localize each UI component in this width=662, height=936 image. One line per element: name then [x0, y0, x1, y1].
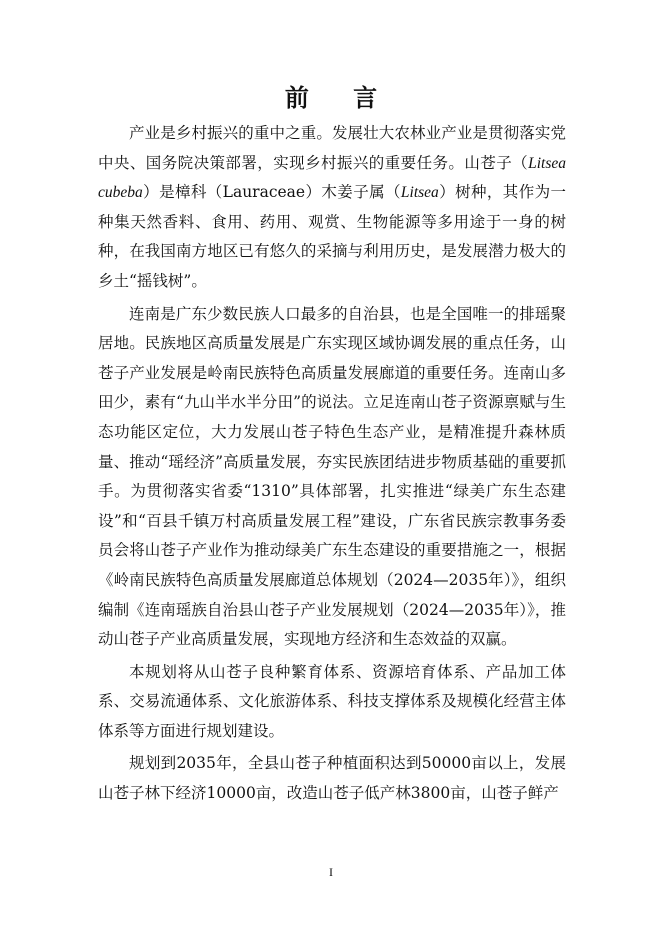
paragraph-text: 本规划将从山苍子良种繁育体系、资源培育体系、产品加工体系、交易流通体系、文化旅游体系、科技支撑体系及规模化经营主体体系等方面进行规划建设。: [98, 662, 566, 740]
paragraph: [98, 749, 566, 808]
page-number: I: [329, 865, 333, 879]
paragraph-text: ）是樟科（Lauraceae）木姜子属（: [142, 183, 401, 202]
latin-name: Litsea: [400, 184, 439, 202]
paragraph-text: 规划到2035年，全县山苍子种植面积达到50000亩以上，发展山苍子林下经济10000亩，改造山苍子低产林3800亩，山苍子鲜产: [98, 754, 566, 803]
paragraph: [98, 658, 566, 747]
paragraph-text: 产业是乡村振兴的重中之重。发展壮大农林业产业是贯彻落实党中央、国务院决策部署，实现乡村振兴的重要任务。山苍子（: [98, 124, 566, 172]
page-title: 前 言: [284, 83, 396, 112]
body-text: [98, 119, 566, 812]
paragraph: [98, 119, 566, 297]
latin-name: Litsea cubeba: [98, 154, 566, 202]
paragraph: [98, 300, 566, 655]
paragraph-text: ）树种，其作为一种集天然香料、食用、药用、观赏、生物能源等多用途于一身的树种，在我国南方地区已有悠久的采摘与利用历史，是发展潜力极大的乡土“摇钱树”。: [98, 183, 566, 290]
paragraph-text: 连南是广东少数民族人口最多的自治县，也是全国唯一的排瑶聚居地。民族地区高质量发展是广东实现区域协调发展的重点任务，山苍子产业发展是岭南民族特色高质量发展廊道的重要任务。连南山多田少，素有“九山半水半分田”的说法。立足连南山苍子资源禀赋与生态功能区定位，大力发展山苍子特色生态产业，是精准提升森林质量、推动“瑶经济”高质量发展，夯实民族团结进步物质基础的重要抓手。为贯彻落实省委“1310”具体部署，扎实推进“绿美广东生态建设”和“百县千镇万村高质量发展工程”建设，广东省民族宗教事务委员会将山苍子产业作为推动绿美广东生态建设的重要措施之一，根据《岭南民族特色高质量发展廊道总体规划（2024—2035年）》，组织编制《连南瑶族自治县山苍子产业发展规划（2024—2035年）》，推动山苍子产业高质量发展，实现地方经济和生态效益的双赢。: [98, 304, 566, 649]
